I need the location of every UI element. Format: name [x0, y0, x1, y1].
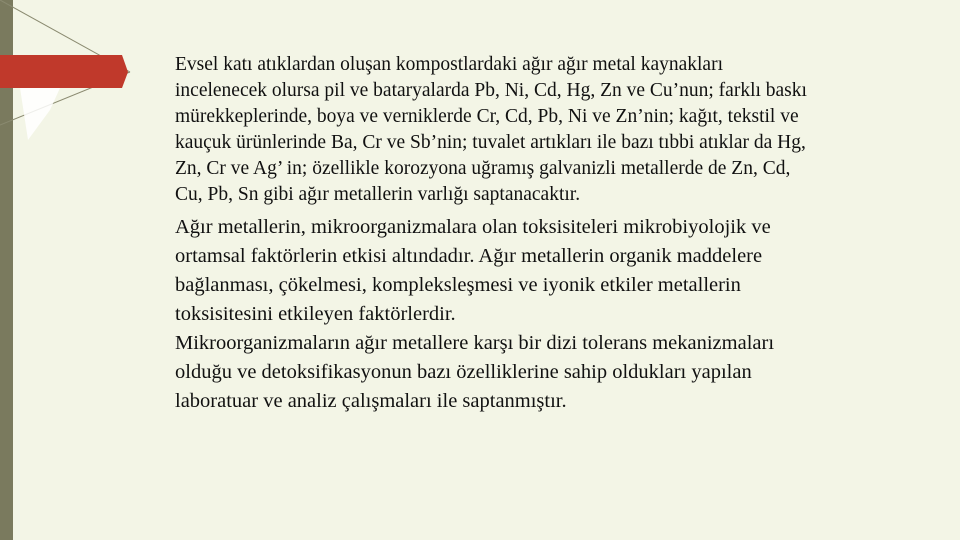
decor-white-shard — [20, 88, 60, 140]
red-arrow-banner — [0, 55, 128, 88]
paragraph-toxicity-factors: Ağır metallerin, mikroorganizmalara olan toksisiteleri mikrobiyolojik ve ortamsal faktörlerin etkisi altındadır. Ağır metallerin organik maddelere bağlanması, çökelmesi, kompleksleşmesi ve iyonik etkiler metallerin toksisitesini etkileyen faktörlerdir. — [175, 216, 771, 325]
slide-content — [175, 52, 815, 416]
paragraph-tolerance-mechanisms: Mikroorganizmaların ağır metallere karşı bir dizi tolerans mekanizmaları olduğu ve detoksifikasyonun bazı özelliklerine sahip oldukları yapılan laboratuar ve analiz çalışmaları ile saptanmıştır. — [175, 332, 775, 412]
decorative-arrow-graphic — [0, 0, 160, 140]
paragraph-heavy-metal-sources: Evsel katı atıklardan oluşan kompostlardaki ağır ağır metal kaynakları incelenecek olursa pil ve bataryalarda Pb, Ni, Cd, Hg, Zn ve Cu’nun; farklı baskı mürekkeplerinde, boya ve verniklerde Cr, Cd, Pb, Ni ve Zn’nin; kağıt, tekstil ve kauçuk ürünlerinde Ba, Cr ve Sb’nin; tuvalet artıkları ile bazı tıbbi atıklar da Hg, Zn, Cr ve Ag’ in; özellikle korozyona uğramış galvanizli metallerde de Zn, Cd, Cu, Pb, Sn gibi ağır metallerin varlığı saptanacaktır. — [175, 54, 807, 205]
